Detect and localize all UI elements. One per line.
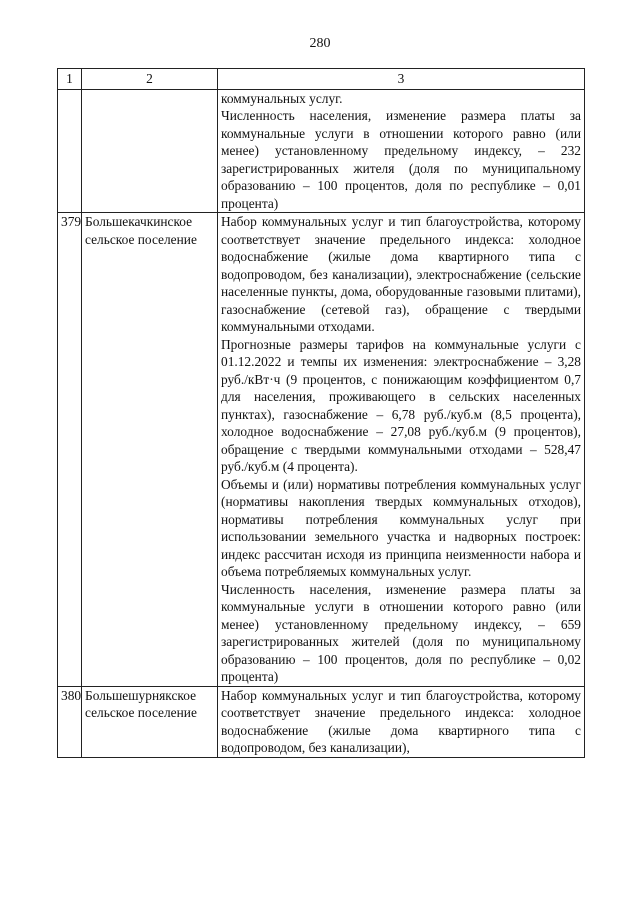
table-row-380 [58,686,585,757]
description-paragraph: Набор коммунальных услуг и тип благоустройства, которому соответствует значение предельного индекса: холодное водоснабжение (жилые дома квартирного типа с водопроводом, без канализации), электроснабжение (сельские населенные пункты, дома, оборудованные газовыми плитами), газоснабжение (сетевой газ), обращение с твердыми коммунальными отходами. [221,214,581,334]
settlement-name: Большекачкинское сельское поселение [82,213,218,687]
settlement-name [82,89,218,213]
description-paragraph: Численность населения, изменение размера платы за коммунальные услуги в отношении которого равно (или менее) установленному предельному индексу, – 659 зарегистрированных жителей (доля по муниципальному образованию – 100 процентов, доля по республике – 0,02 процента) [221,581,581,684]
table-header-row [58,69,585,90]
municipal-tariff-table [57,68,585,758]
row-number: 380 [58,686,82,757]
settlement-name: Большешурнякское сельское поселение [82,686,218,757]
page-number: 280 [309,36,331,51]
column-header-2: 2 [82,69,218,90]
table-row-continuation [58,89,585,213]
description-paragraph: Прогнозные размеры тарифов на коммунальные услуги с 01.12.2022 и темпы их изменения: электроснабжение – 3,28 руб./кВт·ч (9 процентов, с понижающим коэффициентом 0,7 для населения, проживающего в сельских населенных пунктах), газоснабжение – 6,78 руб./куб.м (8,5 процента), холодное водоснабжение – 27,08 руб./куб.м (9 процентов), обращение с твердыми коммунальными отходами – 528,47 руб./куб.м (4 процента). [221,336,581,474]
description-paragraph: коммунальных услуг. [221,90,343,106]
description-paragraph: Численность населения, изменение размера платы за коммунальные услуги в отношении которого равно (или менее) установленному предельному индексу, – 232 зарегистрированных жителя (доля по муниципальному образованию – 100 процентов, доля по республике – 0,01 процента) [221,108,581,211]
column-header-1: 1 [58,69,82,90]
column-header-3: 3 [218,69,585,90]
row-number: 379 [58,213,82,687]
table-row-379 [58,213,585,687]
row-number [58,89,82,213]
description-paragraph: Набор коммунальных услуг и тип благоустройства, которому соответствует значение предельного индекса: холодное водоснабжение (жилые дома квартирного типа с водопроводом, без канализации), [221,687,581,755]
description-paragraph: Объемы и (или) нормативы потребления коммунальных услуг (нормативы накопления твердых коммунальных отходов), нормативы потребления коммунальных услуг при использовании земельного участка и надворных построек: индекс рассчитан исходя из принципа неизменности набора и объема потребляемых коммунальных услуг. [221,476,581,579]
settlement-description [218,89,585,213]
settlement-description [218,686,585,757]
settlement-description [218,213,585,687]
